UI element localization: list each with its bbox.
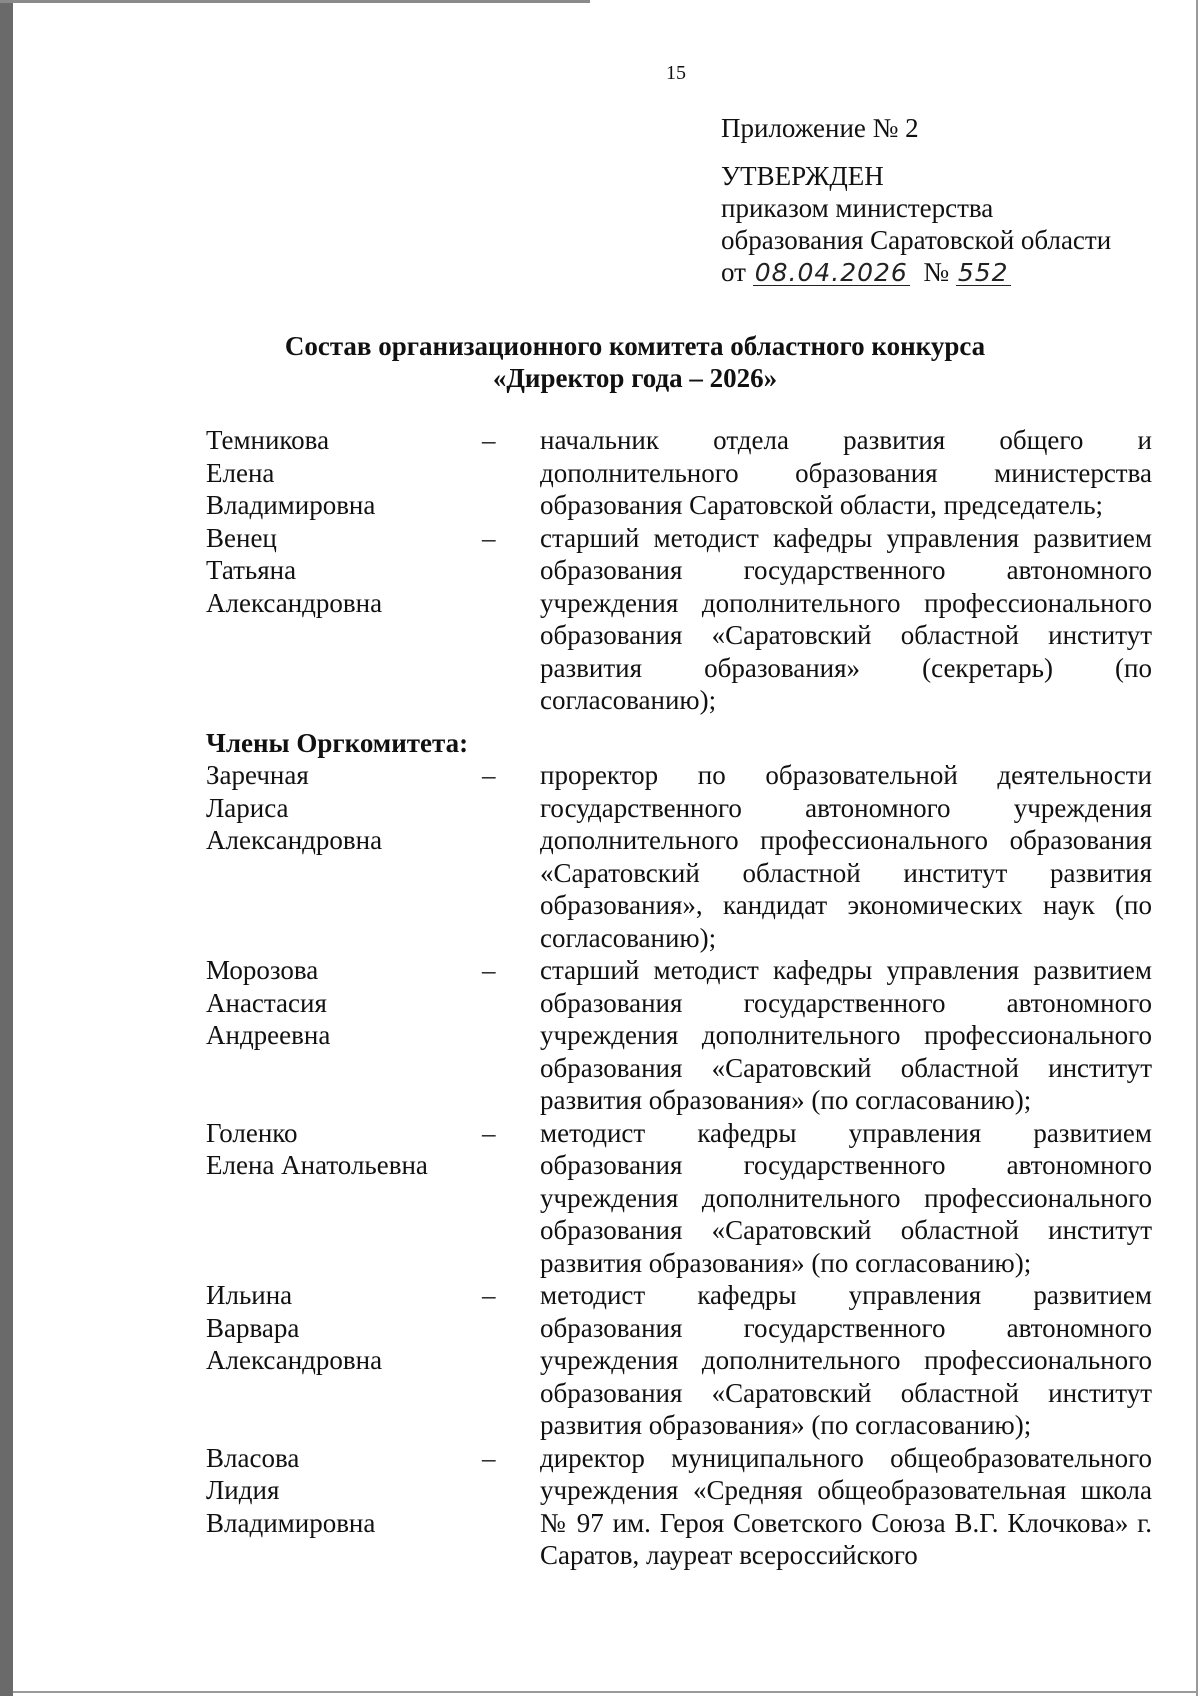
member-patronymic: Александровна: [206, 825, 383, 855]
list-item: [206, 1117, 1152, 1280]
member-first-name: Елена Анатольевна: [206, 1150, 428, 1180]
dash-separator: –: [482, 522, 496, 553]
member-name: [206, 522, 482, 717]
dash-separator: –: [482, 1442, 496, 1473]
member-description: методист кафедры управления развитием образования государственного автономного учреждения дополнительного профессионального образования «Саратовский областной институт развития образования» (по согласованию);: [540, 1117, 1152, 1278]
member-surname: Темникова: [206, 425, 330, 455]
page-number: 15: [666, 62, 686, 84]
approved-label: УТВЕРЖДЕН: [721, 161, 884, 191]
scan-border-bottom: [13, 1691, 1198, 1693]
member-patronymic: Александровна: [206, 587, 383, 618]
dash-separator: –: [482, 425, 496, 455]
member-first-name: Варвара: [206, 1312, 300, 1343]
dash-separator: –: [482, 1280, 496, 1310]
member-name: [206, 424, 482, 522]
handwritten-number: 552: [957, 258, 1009, 287]
order-line-1: приказом министерства: [721, 193, 994, 223]
list-item: [206, 954, 1152, 1117]
member-name: [206, 1279, 482, 1442]
dash-separator: –: [482, 760, 496, 790]
member-description: директор муниципального общеобразовательного учреждения «Средняя общеобразовательная школа № 97 им. Героя Советского Союза В.Г. Клочкова» г. Саратов, лауреат всероссийского: [540, 1442, 1152, 1570]
member-name: [206, 1117, 482, 1280]
member-description: методист кафедры управления развитием образования государственного автономного учреждения дополнительного профессионального образования «Саратовский областной институт развития образования» (по согласованию);: [540, 1280, 1152, 1440]
title-line-1: Состав организационного комитета областного конкурса: [284, 331, 986, 361]
order-line-2: образования Саратовской области: [721, 225, 1112, 255]
member-description: старший методист кафедры управления развитием образования государственного автономного учреждения дополнительного профессионального образования «Саратовский областной институт развития образования» (по согласованию);: [540, 955, 1152, 1115]
member-first-name: Елена: [206, 457, 275, 488]
member-surname: Морозова: [206, 955, 319, 985]
member-first-name: Лидия: [206, 1475, 280, 1505]
member-description: проректор по образовательной деятельности государственного автономного учреждения дополнительного профессионального образования «Саратовский областной институт развития образования», кандидат экономических наук (по согласованию);: [540, 760, 1152, 953]
list-item: [206, 522, 1152, 717]
document-title: [200, 330, 1070, 394]
appendix-label: Приложение № 2: [721, 113, 919, 143]
dash-separator: –: [482, 1117, 496, 1148]
member-patronymic: Владимировна: [206, 1507, 376, 1538]
list-item: [206, 424, 1152, 522]
member-patronymic: Владимировна: [206, 490, 376, 520]
member-surname: Власова: [206, 1442, 300, 1473]
dash-separator: –: [482, 955, 496, 985]
member-description: начальник отдела развития общего и дополнительного образования министерства образования Саратовской области, председатель;: [540, 425, 1152, 520]
list-item: [206, 1279, 1152, 1442]
list-item: [206, 759, 1152, 954]
scan-border-top: [0, 0, 590, 3]
approval-block: [721, 112, 1161, 288]
member-first-name: Лариса: [206, 792, 289, 823]
member-patronymic: Андреевна: [206, 1020, 331, 1050]
title-line-2: «Директор года – 2026»: [492, 363, 778, 393]
member-description: старший методист кафедры управления развитием образования государственного автономного учреждения дополнительного профессионального образования «Саратовский областной институт развития образования» (секретарь) (по согласованию);: [540, 522, 1152, 715]
member-surname: Ильина: [206, 1280, 293, 1310]
date-prefix: от: [721, 257, 746, 287]
member-name: [206, 954, 482, 1117]
scan-border-right: [1196, 0, 1198, 1696]
member-surname: Венец: [206, 522, 277, 553]
list-item: [206, 1442, 1152, 1572]
members-heading: Члены Оргкомитета:: [206, 727, 469, 758]
member-patronymic: Александровна: [206, 1345, 383, 1375]
member-surname: Заречная: [206, 760, 309, 790]
member-first-name: Анастасия: [206, 987, 327, 1018]
handwritten-date: 08.04.2026: [754, 258, 908, 287]
member-name: [206, 759, 482, 954]
committee-list: [206, 424, 1152, 1572]
number-prefix: №: [923, 257, 950, 287]
member-name: [206, 1442, 482, 1572]
scan-border-left: [0, 0, 13, 1696]
member-first-name: Татьяна: [206, 555, 297, 585]
member-surname: Голенко: [206, 1117, 298, 1148]
order-date-line: [721, 256, 1161, 288]
